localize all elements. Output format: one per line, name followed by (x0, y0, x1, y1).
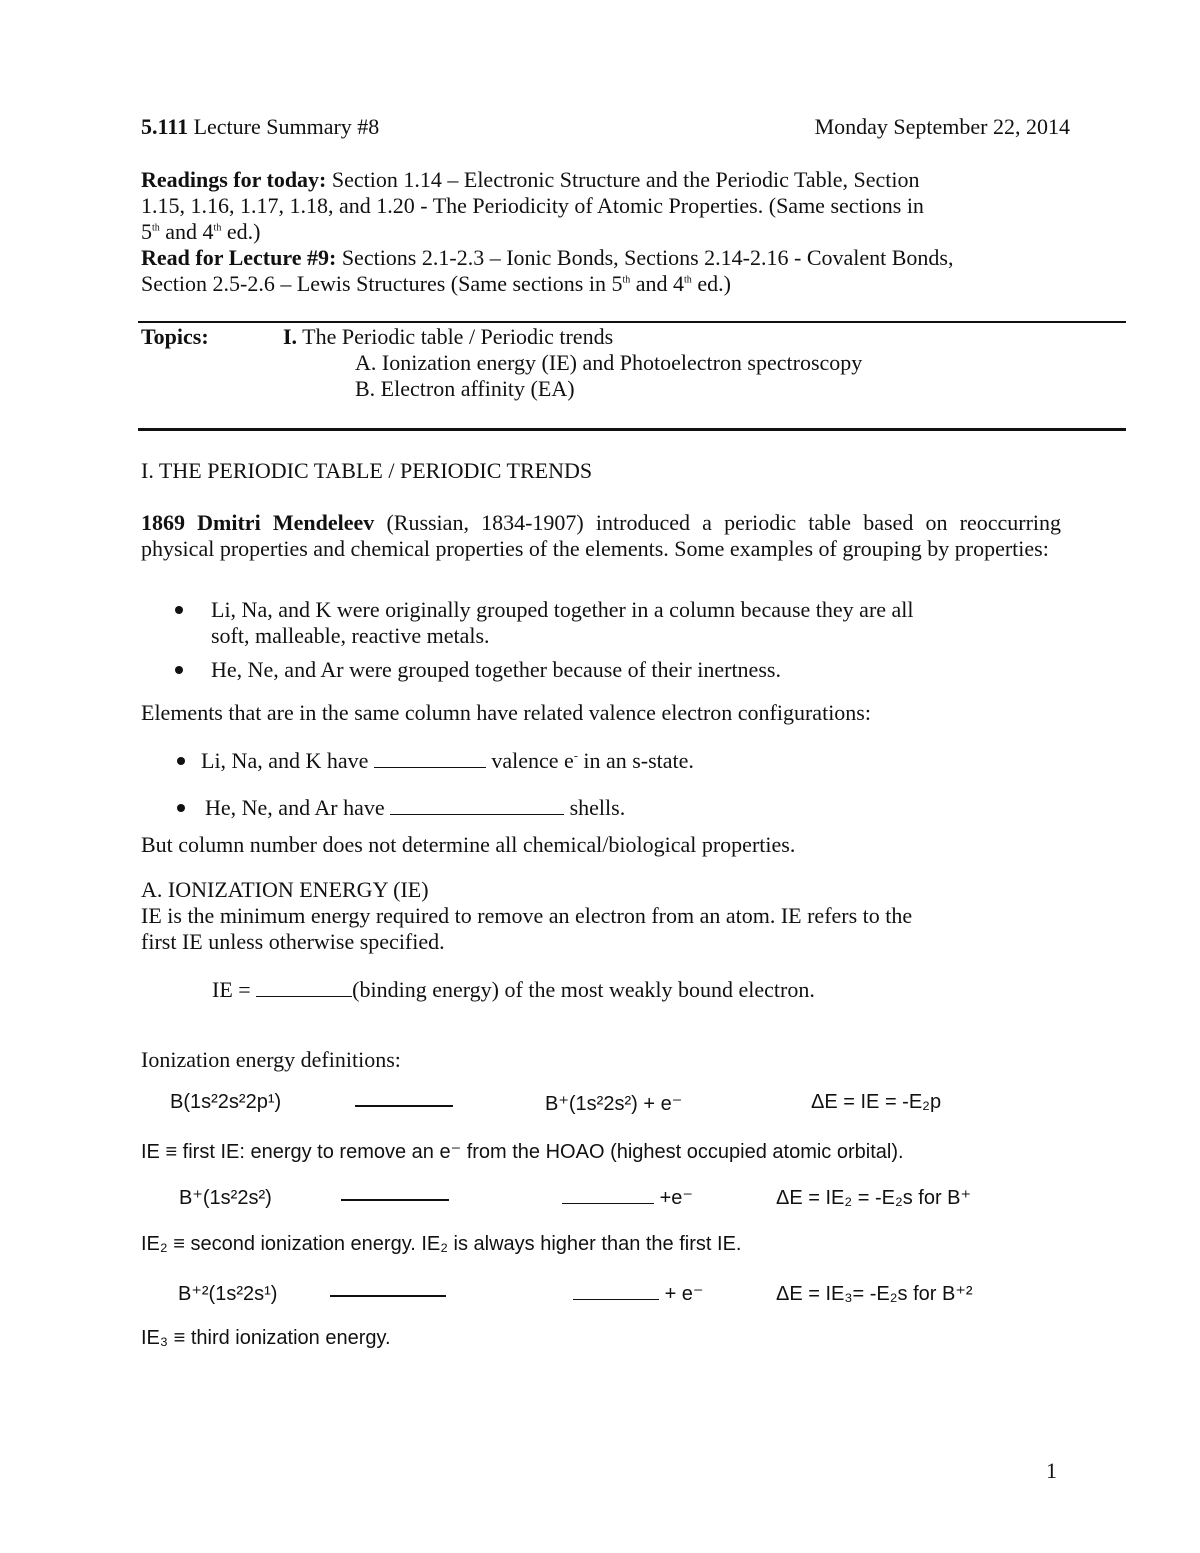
answer-blank[interactable] (256, 978, 352, 997)
bullet-icon (175, 606, 183, 614)
mendeleev-text: (Russian, 1834-1907) introduced a periodic table based on reoccurring physical properties and chemical properties of the elements. Some examples of grouping by properties: (141, 510, 1062, 561)
ie-equation: IE = (binding energy) of the most weakly bound electron. (212, 977, 815, 1002)
page-number: 1 (1046, 1458, 1057, 1483)
readings-today-line1: Readings for today: Section 1.14 – Electronic Structure and the Periodic Table, Section (141, 167, 920, 192)
ionization-heading: A. IONIZATION ENERGY (IE) (141, 877, 429, 902)
same-column-text: Elements that are in the same column have related valence electron configurations: (141, 700, 871, 725)
readings-next-line2: Section 2.5-2.6 – Lewis Structures (Same sections in 5th and 4th ed.) (141, 271, 731, 296)
eq2-delta: ΔE = IE₂ = -E₂s for B⁺ (776, 1187, 972, 1209)
ie-definition-line1: IE is the minimum energy required to remove an electron from an atom. IE refers to the (141, 903, 913, 928)
bullet-icon (177, 757, 185, 765)
eq3-left: B⁺²(1s²2s¹) (178, 1283, 278, 1305)
bullet1-line1: Li, Na, and K were originally grouped together in a column because they are all (211, 597, 914, 622)
header-date: Monday September 22, 2014 (814, 114, 1070, 139)
topics-label: Topics: (141, 324, 209, 349)
fill-in-line1: Li, Na, and K have valence e- in an s-state. (201, 748, 694, 773)
arrow-icon (341, 1199, 449, 1201)
readings-today-label: Readings for today: (141, 167, 327, 192)
answer-blank[interactable] (562, 1185, 654, 1204)
mendeleev-paragraph (141, 510, 1061, 562)
topics-item-a: A. Ionization energy (IE) and Photoelectron spectroscopy (355, 350, 863, 375)
ie3-definition: IE₃ ≡ third ionization energy. (141, 1327, 391, 1349)
ie-definitions-heading: Ionization energy definitions: (141, 1047, 401, 1072)
eq2-right: +e⁻ (562, 1185, 693, 1210)
eq1-delta: ΔE = IE = -E₂p (811, 1091, 942, 1113)
section-heading: I. THE PERIODIC TABLE / PERIODIC TRENDS (141, 458, 593, 483)
divider-top (138, 321, 1126, 323)
readings-next-label: Read for Lecture #9: (141, 245, 337, 270)
readings-today-line3: 5th and 4th ed.) (141, 219, 261, 244)
header-course-title (141, 114, 379, 140)
topics-main: I. The Periodic table / Periodic trends (283, 324, 614, 349)
bullet-icon (175, 666, 183, 674)
readings-today-line2: 1.15, 1.16, 1.17, 1.18, and 1.20 - The Periodicity of Atomic Properties. (Same sections in (141, 193, 924, 218)
ie2-definition: IE₂ ≡ second ionization energy. IE₂ is always higher than the first IE. (141, 1233, 742, 1255)
arrow-icon (355, 1105, 453, 1107)
eq2-left: B⁺(1s²2s²) (179, 1187, 272, 1209)
bullet2: He, Ne, and Ar were grouped together because of their inertness. (211, 657, 781, 682)
eq3-delta: ΔE = IE₃= -E₂s for B⁺² (776, 1283, 973, 1305)
arrow-icon (330, 1295, 446, 1297)
course-number: 5.111 (141, 114, 189, 139)
eq1-left: B(1s²2s²2p¹) (170, 1091, 282, 1113)
readings-next-line1: Read for Lecture #9: Sections 2.1-2.3 – Ionic Bonds, Sections 2.14-2.16 - Covalent Bonds, (141, 245, 954, 270)
answer-blank[interactable] (390, 796, 564, 815)
topics-item-b: B. Electron affinity (EA) (355, 376, 575, 401)
ie1-definition: IE ≡ first IE: energy to remove an e⁻ from the HOAO (highest occupied atomic orbital). (141, 1141, 904, 1163)
eq3-right: + e⁻ (573, 1281, 703, 1306)
bullet-icon (177, 804, 185, 812)
mendeleev-bold: 1869 Dmitri Mendeleev (141, 510, 375, 535)
answer-blank[interactable] (573, 1281, 659, 1300)
bullet1-line2: soft, malleable, reactive metals. (211, 623, 490, 648)
readings-block (141, 167, 1061, 297)
but-text: But column number does not determine all chemical/biological properties. (141, 832, 796, 857)
lecture-title: Lecture Summary #8 (193, 114, 380, 139)
eq1-right: B⁺(1s²2s²) + e⁻ (545, 1093, 683, 1115)
answer-blank[interactable] (374, 749, 486, 768)
divider-bottom (138, 428, 1126, 431)
fill-in-line2: He, Ne, and Ar have shells. (205, 795, 626, 820)
ie-definition-line2: first IE unless otherwise specified. (141, 929, 445, 954)
